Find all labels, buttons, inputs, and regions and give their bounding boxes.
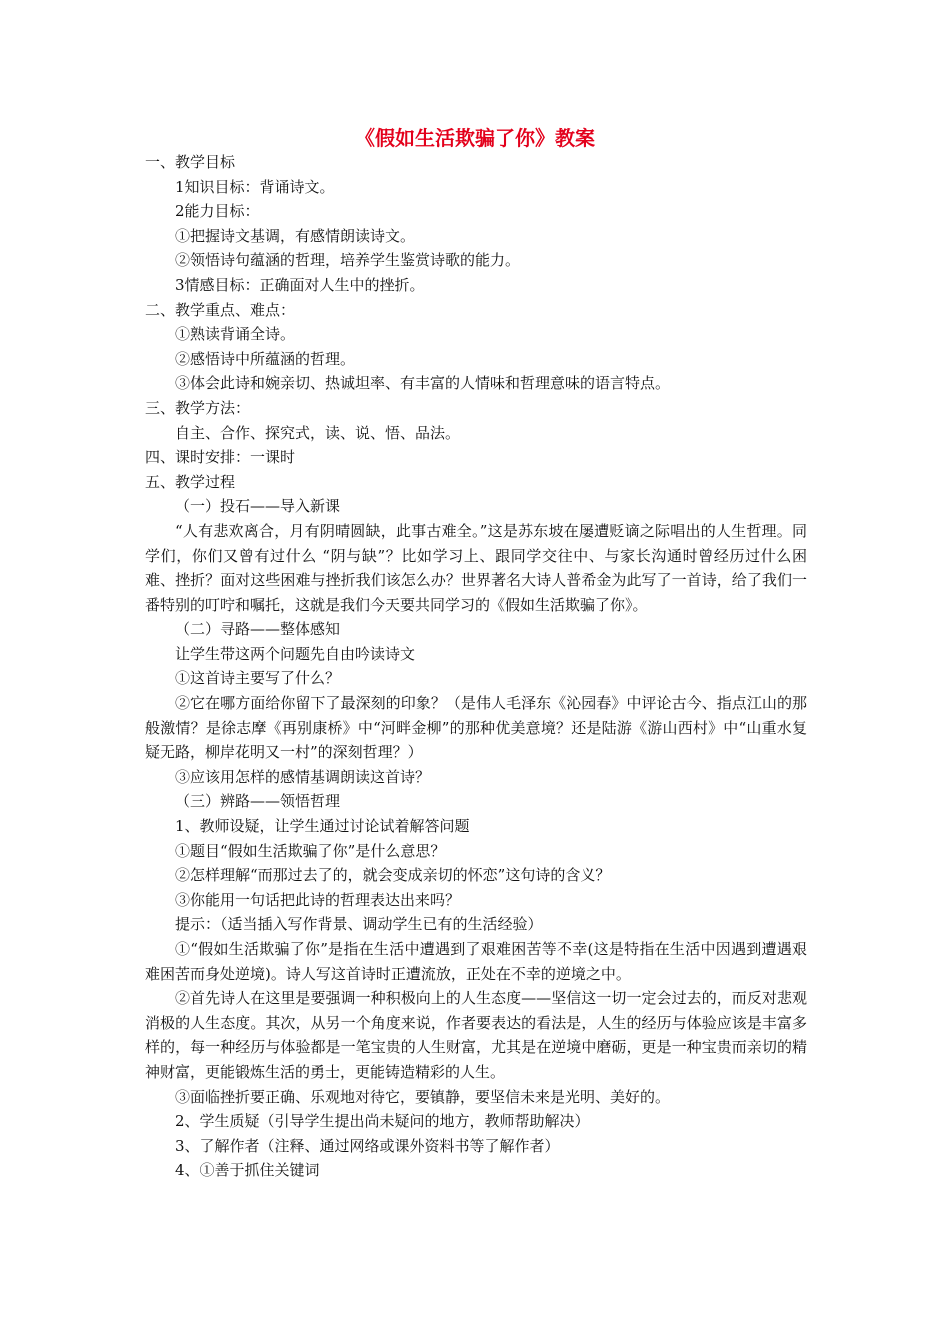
paragraph: “人有悲欢离合，月有阴晴圆缺，此事古难全。”这是苏东坡在屡遭贬谪之际唱出的人生哲理。同学们，你们又曾有过什么 “阴与缺”？比如学习上、跟同学交往中、与家长沟通时曾经历过什么困难、挫折？面对这些困难与挫折我们该怎么办？世界著名大诗人普希金为此写了一首诗，给了我们一番特别的叮咛和嘱托，这就是我们今天要共同学习的《假如生活欺骗了你》。 [145, 521, 807, 614]
text-line: 1、教师设疑，让学生通过讨论试着解答问题 [175, 817, 470, 836]
text-line: ③应该用怎样的感情基调朗读这首诗？ [175, 767, 431, 786]
document-title: 《假如生活欺骗了你》教案 [355, 126, 595, 150]
text-line: ①把握诗文基调，有感情朗读诗文。 [175, 226, 416, 245]
text-line: ①题目“假如生活欺骗了你”是什么意思？ [175, 841, 446, 860]
text-line: 1知识目标：背诵诗文。 [175, 177, 335, 196]
text-line: （一）投石——导入新课 [175, 497, 341, 516]
text-line: ③面临挫折要正确、乐观地对待它，要镇静，要坚信未来是光明、美好的。 [175, 1087, 671, 1106]
text-line: 五、教学过程 [145, 472, 236, 491]
text-line: 三、教学方法： [145, 398, 251, 417]
text-line: ①熟读背诵全诗。 [175, 325, 296, 344]
text-line: 二、教学重点、难点： [145, 300, 296, 319]
text-line: ③你能用一句话把此诗的哲理表达出来吗？ [175, 890, 461, 909]
text-line: ②领悟诗句蕴涵的哲理，培养学生鉴赏诗歌的能力。 [175, 251, 521, 270]
text-line: （三）辨路——领悟哲理 [175, 792, 341, 811]
text-line: 2、学生质疑（引导学生提出尚未疑问的地方，教师帮助解决） [175, 1112, 590, 1131]
paragraph: ②首先诗人在这里是要强调一种积极向上的人生态度——坚信这一切一定会过去的，而反对悲观消极的人生态度。其次，从另一个角度来说，作者要表达的看法是，人生的经历与体验应该是丰富多样的，每一种经历与体验都是一笔宝贵的人生财富，尤其是在逆境中磨砺，更是一种宝贵而亲切的精神财富，更能锻炼生活的勇士，更能铸造精彩的人生。 [145, 989, 807, 1081]
text-line: （二）寻路——整体感知 [175, 620, 341, 639]
text-line: 3、了解作者（注释、通过网络或课外资料书等了解作者） [175, 1136, 560, 1155]
text-line: 4、①善于抓住关键词 [175, 1161, 320, 1180]
text-line: ①这首诗主要写了什么？ [175, 669, 341, 688]
document-body [145, 150, 807, 1183]
text-line: 3情感目标：正确面对人生中的挫折。 [175, 275, 425, 294]
text-line: ③体会此诗和婉亲切、热诚坦率、有丰富的人情味和哲理意味的语言特点。 [175, 374, 671, 393]
text-line: 一、教学目标 [145, 153, 236, 171]
paragraph: ①“假如生活欺骗了你”是指在生活中遭遇到了艰难困苦等不幸(这是特指在生活中因遇到遭遇艰难困苦而身处逆境)。诗人写这首诗时正遭流放，正处在不幸的逆境之中。 [145, 940, 807, 983]
text-line: 让学生带这两个问题先自由吟读诗文 [175, 644, 416, 663]
text-line: 2能力目标： [175, 202, 260, 221]
text-line: ②感悟诗中所蕴涵的哲理。 [175, 349, 356, 368]
text-line: 提示：（适当插入写作背景、调动学生已有的生活经验） [175, 915, 543, 934]
paragraph: ②它在哪方面给你留下了最深刻的印象？（是伟人毛泽东《沁园春》中评论古今、指点江山的那般激情？是徐志摩《再别康桥》中“河畔金柳”的那种优美意境？还是陆游《游山西村》中“山重水复疑无路，柳岸花明又一村”的深刻哲理？） [145, 694, 807, 762]
text-line: ②怎样理解“而那过去了的，就会变成亲切的怀恋”这句诗的含义？ [175, 866, 611, 885]
text-line: 四、课时安排：一课时 [145, 448, 296, 467]
text-line: 自主、合作、探究式，读、说、悟、品法。 [175, 423, 461, 442]
